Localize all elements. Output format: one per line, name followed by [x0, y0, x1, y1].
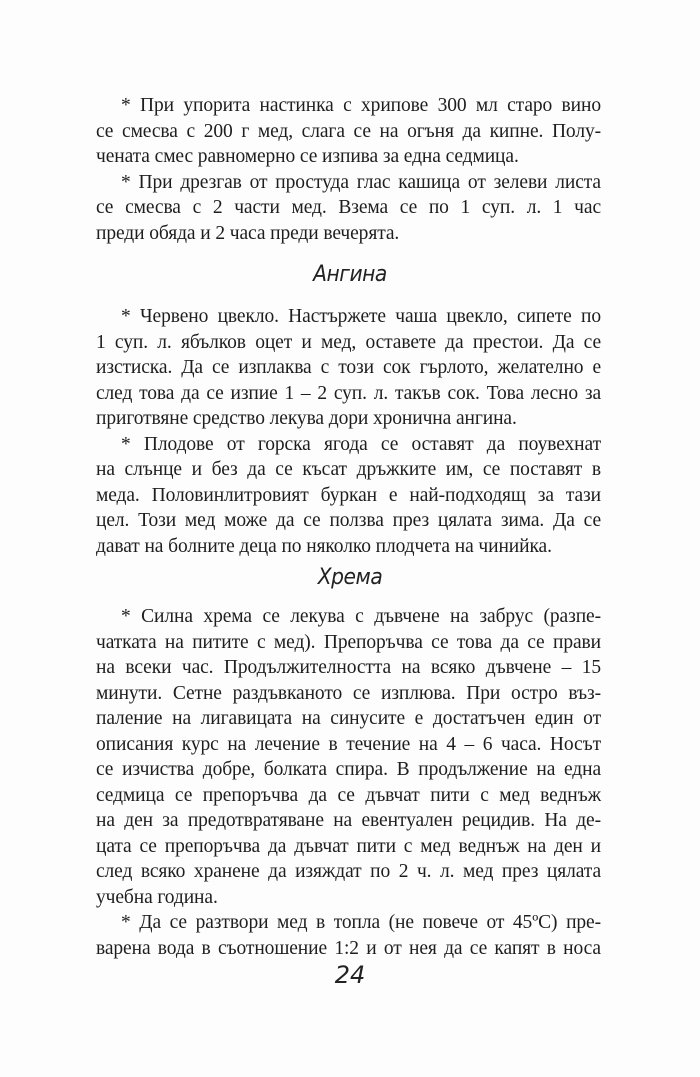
- page-number: 24: [334, 961, 366, 989]
- text-line: варена вода в съотношение 1:2 и от нея да се капят в носа: [96, 937, 601, 959]
- text-line: се смесва с 200 г мед, слага се на огъня да кипне. Полу-: [96, 120, 601, 142]
- paragraph-block-angina: [96, 304, 601, 559]
- text-line: след всяко хранене да изяждат по 2 ч. л. мед през цялата: [96, 861, 601, 882]
- paragraph-block-cold: [96, 93, 601, 246]
- text-line: * При дрезгав от простуда глас кашица от зелеви листа: [121, 171, 601, 193]
- text-line: паление на лигавицата на синусите е достатъчен един от: [96, 708, 601, 729]
- text-line: приготвяне средство лекува дори хронична ангина.: [96, 408, 517, 429]
- text-line: цата се препоръчва да дъвчат пити с мед веднъж на ден и: [96, 835, 601, 857]
- text-line: меда. Половинлитровият буркан е най-подходящ за тази: [96, 484, 601, 506]
- text-line: 1 суп. л. ябълков оцет и мед, оставете да престои. Да се: [96, 331, 601, 353]
- section-heading-rhinitis: Хрема: [317, 565, 383, 590]
- text-line: описания курс на лечение в течение на 4 – 6 часа. Носът: [96, 733, 601, 755]
- text-line: чената смес равномерно се изпива за една седмица.: [96, 146, 519, 167]
- text-line: на слънце и без да се късат дръжките им, се поставят в: [96, 459, 601, 480]
- text-line: се смесва с 2 части мед. Взема се по 1 суп. л. 1 час: [96, 197, 601, 218]
- text-line: учебна година.: [96, 886, 218, 908]
- text-line: дават на болните деца по няколко плодчета на чинийка.: [96, 535, 552, 557]
- text-line: * При упорита настинка с хрипове 300 мл старо вино: [121, 95, 601, 116]
- text-line: след това да се изпие 1 – 2 суп. л. такъв сок. Това лесно за: [96, 382, 601, 404]
- text-line: чатката на питите с мед). Препоръчва се това да се прави: [96, 631, 601, 653]
- text-line: цел. Този мед може да се ползва през цялата зима. Да се: [96, 510, 601, 531]
- text-line: преди обяда и 2 часа преди вечерята.: [96, 222, 400, 244]
- text-line: * Плодове от горска ягода се оставят да поувехнат: [121, 433, 601, 455]
- text-line: се изчиства добре, болката спира. В продължение на една: [96, 759, 601, 780]
- text-line: на всеки час. Продължителността на всяко дъвчене – 15: [96, 657, 601, 678]
- text-line: изстиска. Да се изплаква с този сок гърлото, желателно е: [96, 357, 601, 378]
- text-line: минути. Сетне раздъвканото се изплюва. При остро въз-: [96, 682, 601, 704]
- paragraph-block-rhinitis: [96, 604, 601, 961]
- text-line: седмица се препоръчва да се дъвчат пити с мед веднъж: [96, 784, 601, 806]
- text-line: * Силна хрема се лекува с дъвчене на забрус (разпе-: [121, 606, 601, 627]
- section-heading-angina: Ангина: [313, 262, 387, 287]
- text-line: на ден за предотвратяване на евентуален рецидив. На де-: [96, 810, 601, 831]
- text-line: * Да се разтвори мед в топла (не повече от 45ºС) пре-: [121, 912, 601, 933]
- text-line: * Червено цвекло. Настържете чаша цвекло, сипете по: [121, 306, 601, 327]
